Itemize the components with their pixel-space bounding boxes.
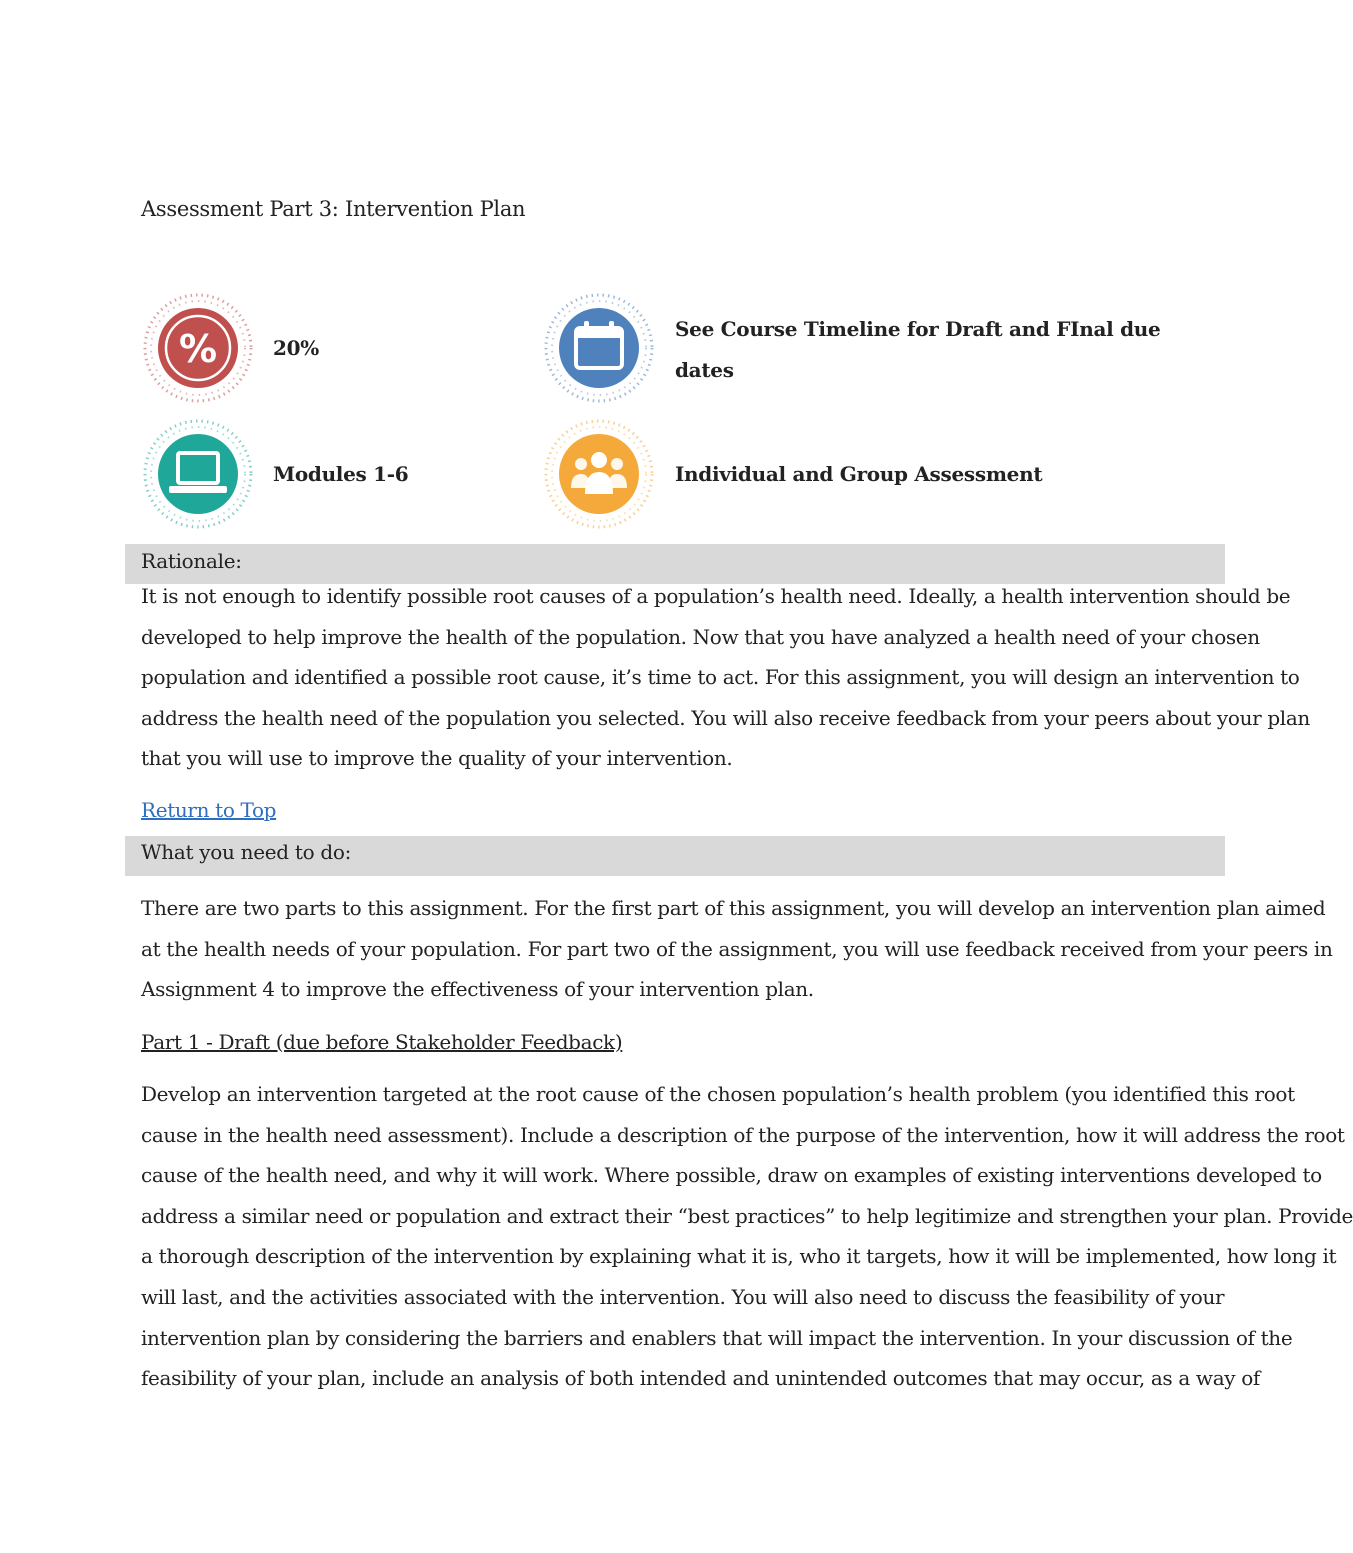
group-icon — [543, 418, 655, 530]
rationale-heading: Rationale: — [141, 549, 242, 573]
return-to-top-link[interactable]: Return to Top — [141, 798, 277, 822]
part1-heading: Part 1 - Draft (due before Stakeholder Feedback) — [141, 1030, 623, 1054]
svg-text:%: % — [178, 327, 218, 371]
todo-heading-bar — [125, 836, 1225, 876]
rationale-line: It is not enough to identify possible root causes of a population’s health need. Ideally, a health intervention should be — [141, 584, 1291, 608]
laptop-icon — [142, 418, 254, 530]
rationale-heading-bar — [125, 544, 1225, 584]
rationale-line: population and identified a possible root cause, it’s time to act. For this assignment, you will design an intervention to — [141, 665, 1300, 689]
rationale-line: developed to help improve the health of the population. Now that you have analyzed a health need of your chosen — [141, 625, 1260, 649]
page-title: Assessment Part 3: Intervention Plan — [141, 197, 526, 221]
part1-line: cause of the health need, and why it will work. Where possible, draw on examples of existing interventions developed to — [141, 1163, 1322, 1187]
percent-icon — [142, 292, 254, 404]
todo-heading: What you need to do: — [141, 840, 352, 864]
part1-line: cause in the health need assessment). Include a description of the purpose of the intervention, how it will address the root — [141, 1123, 1345, 1147]
part1-line: will last, and the activities associated with the intervention. You will also need to discuss the feasibility of your — [141, 1285, 1225, 1309]
rationale-line: that you will use to improve the quality of your intervention. — [141, 746, 733, 770]
part1-line: address a similar need or population and extract their “best practices” to help legitimize and strengthen your plan. Provide — [141, 1204, 1353, 1228]
weight-label: 20% — [273, 336, 319, 360]
assessment-type-label: Individual and Group Assessment — [675, 462, 1043, 486]
due-dates-label-line2: dates — [675, 358, 734, 382]
part1-line: intervention plan by considering the barriers and enablers that will impact the intervention. In your discussion of the — [141, 1326, 1293, 1350]
part1-line: a thorough description of the intervention by explaining what it is, who it targets, how it will be implemented, how long it — [141, 1244, 1337, 1268]
part1-line: Develop an intervention targeted at the root cause of the chosen population’s health problem (you identified this root — [141, 1082, 1295, 1106]
due-dates-label-line1: See Course Timeline for Draft and FInal due — [675, 317, 1161, 341]
rationale-line: address the health need of the population you selected. You will also receive feedback from your peers about your plan — [141, 706, 1310, 730]
calendar-icon — [543, 292, 655, 404]
todo-line: at the health needs of your population. For part two of the assignment, you will use feedback received from your peers in — [141, 937, 1333, 961]
modules-label: Modules 1-6 — [273, 462, 409, 486]
part1-line: feasibility of your plan, include an analysis of both intended and unintended outcomes that may occur, as a way of — [141, 1366, 1260, 1390]
todo-line: There are two parts to this assignment. For the first part of this assignment, you will develop an intervention plan aimed — [141, 896, 1326, 920]
todo-line: Assignment 4 to improve the effectiveness of your intervention plan. — [141, 977, 814, 1001]
